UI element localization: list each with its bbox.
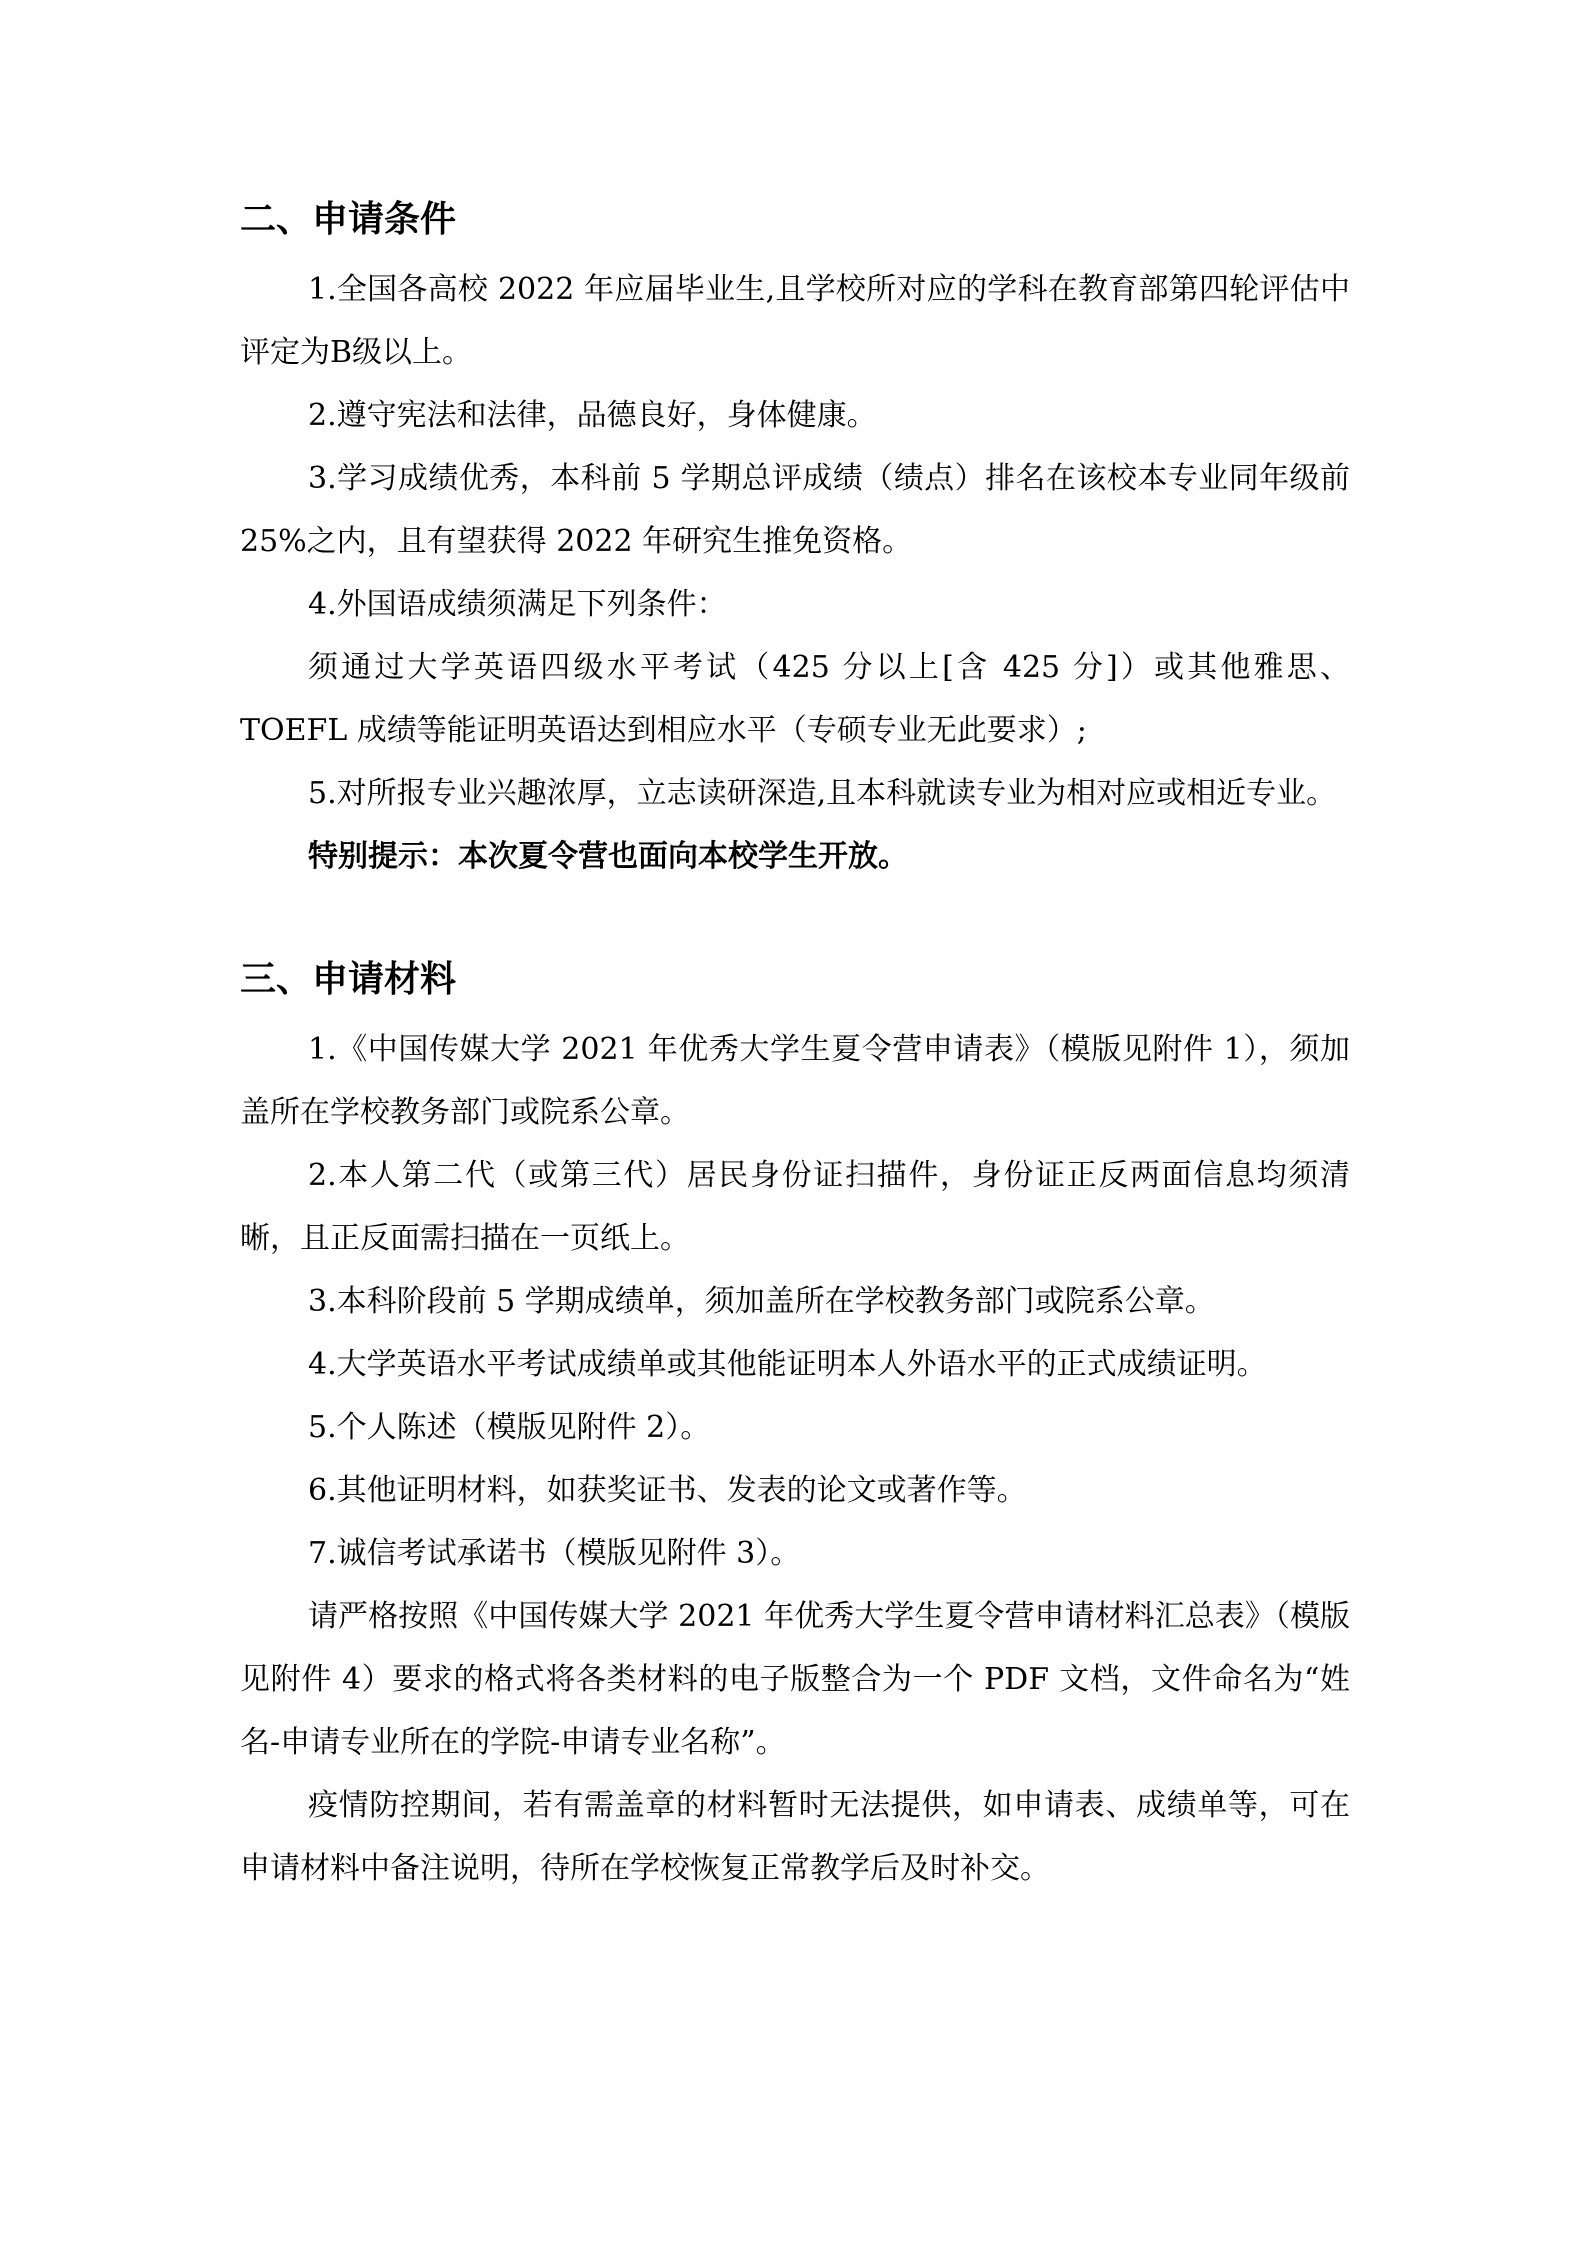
- material-paragraph-1: 1.《中国传媒大学 2021 年优秀大学生夏令营申请表》（模版见附件 1），须加盖所在学校教务部门或院系公章。: [240, 1032, 1350, 1130]
- material-format-instructions: 请严格按照《中国传媒大学 2021 年优秀大学生夏令营申请材料汇总表》（模版见附件 4）要求的格式将各类材料的电子版整合为一个 PDF 文档，文件命名为“姓名-申请专业所在的学院-申请专业名称”。: [240, 1599, 1350, 1760]
- material-paragraph-6: 6.其他证明材料，如获奖证书、发表的论文或著作等。: [308, 1473, 1027, 1508]
- requirement-paragraph-4: 4.外国语成绩须满足下列条件：: [308, 587, 727, 622]
- section-heading-requirements: 二、申请条件: [240, 199, 457, 240]
- requirement-paragraph-3: 3.学习成绩优秀，本科前 5 学期总评成绩（绩点）排名在该校本专业同年级前 25%之内，且有望获得 2022 年研究生推免资格。: [240, 461, 1350, 559]
- section-heading-materials: 三、申请材料: [240, 959, 457, 1000]
- material-paragraph-7: 7.诚信考试承诺书（模版见附件 3）。: [308, 1536, 801, 1571]
- material-paragraph-5: 5.个人陈述（模版见附件 2）。: [308, 1410, 711, 1445]
- material-paragraph-4: 4.大学英语水平考试成绩单或其他能证明本人外语水平的正式成绩证明。: [308, 1347, 1267, 1382]
- section-spacer: [240, 888, 1350, 950]
- requirement-paragraph-2: 2.遵守宪法和法律，品德良好，身体健康。: [308, 398, 877, 433]
- requirement-paragraph-1: 1.全国各高校 2022 年应届毕业生,且学校所对应的学科在教育部第四轮评估中评定为B级以上。: [240, 272, 1350, 370]
- special-notice: 特别提示：本次夏令营也面向本校学生开放。: [308, 839, 908, 874]
- material-paragraph-2: 2.本人第二代（或第三代）居民身份证扫描件，身份证正反两面信息均须清晰，且正反面需扫描在一页纸上。: [240, 1158, 1350, 1256]
- requirement-paragraph-english: 须通过大学英语四级水平考试（425 分以上[含 425 分]）或其他雅思、TOEFL 成绩等能证明英语达到相应水平（专硕专业无此要求）;: [240, 650, 1350, 748]
- material-paragraph-3: 3.本科阶段前 5 学期成绩单，须加盖所在学校教务部门或院系公章。: [308, 1284, 1215, 1319]
- epidemic-note: 疫情防控期间，若有需盖章的材料暂时无法提供，如申请表、成绩单等，可在申请材料中备注说明，待所在学校恢复正常教学后及时补交。: [240, 1788, 1350, 1886]
- document-content: [240, 190, 1350, 1900]
- requirement-paragraph-5: 5.对所报专业兴趣浓厚，立志读研深造,且本科就读专业为相对应或相近专业。: [308, 776, 1337, 811]
